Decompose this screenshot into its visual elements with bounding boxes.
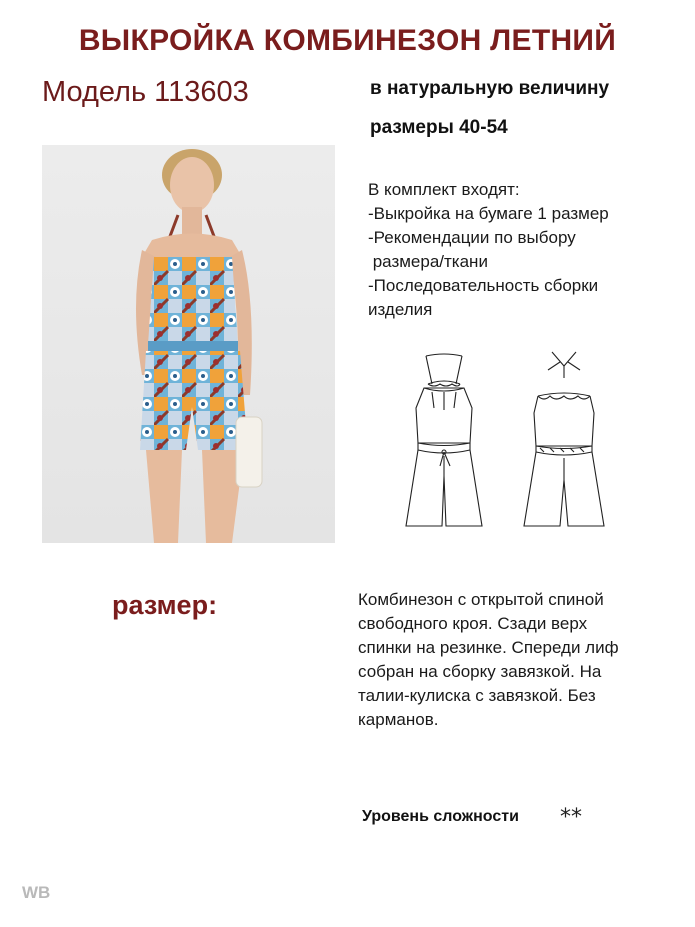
kit-line: изделия xyxy=(368,300,433,319)
sketch-front-view xyxy=(406,354,482,526)
difficulty-stars: ** xyxy=(560,805,582,830)
technical-sketch xyxy=(388,348,638,548)
description-line: талии-кулиска с завязкой. Без xyxy=(358,686,596,705)
description-line: собран на сборку завязкой. На xyxy=(358,662,602,681)
model-photo xyxy=(42,145,335,543)
difficulty-label: Уровень сложности xyxy=(362,808,519,825)
size-range: размеры 40-54 xyxy=(370,117,508,138)
watermark-logo: WB xyxy=(22,883,51,902)
description-line: карманов. xyxy=(358,710,439,729)
size-label: размер: xyxy=(112,590,218,620)
model-number: Модель 113603 xyxy=(42,76,249,108)
page-title: ВЫКРОЙКА КОМБИНЕЗОН ЛЕТНИЙ xyxy=(78,24,617,57)
kit-line: -Выкройка на бумаге 1 размер xyxy=(368,204,609,223)
product-description xyxy=(358,588,658,732)
description-line: Комбинезон с открытой спиной xyxy=(358,590,604,609)
model-photo-illustration xyxy=(42,145,335,543)
kit-line: размера/ткани xyxy=(368,252,488,271)
description-line: свободного кроя. Сзади верх xyxy=(358,614,588,633)
kit-contents xyxy=(368,178,609,322)
kit-line: -Рекомендации по выбору xyxy=(368,228,576,247)
natural-size-note: в натуральную величину xyxy=(370,78,610,99)
sketch-back-view xyxy=(524,352,604,526)
kit-line: -Последовательность сборки xyxy=(368,276,599,295)
kit-line: В комплект входят: xyxy=(368,180,520,199)
description-line: спинки на резинке. Спереди лиф xyxy=(358,638,619,657)
